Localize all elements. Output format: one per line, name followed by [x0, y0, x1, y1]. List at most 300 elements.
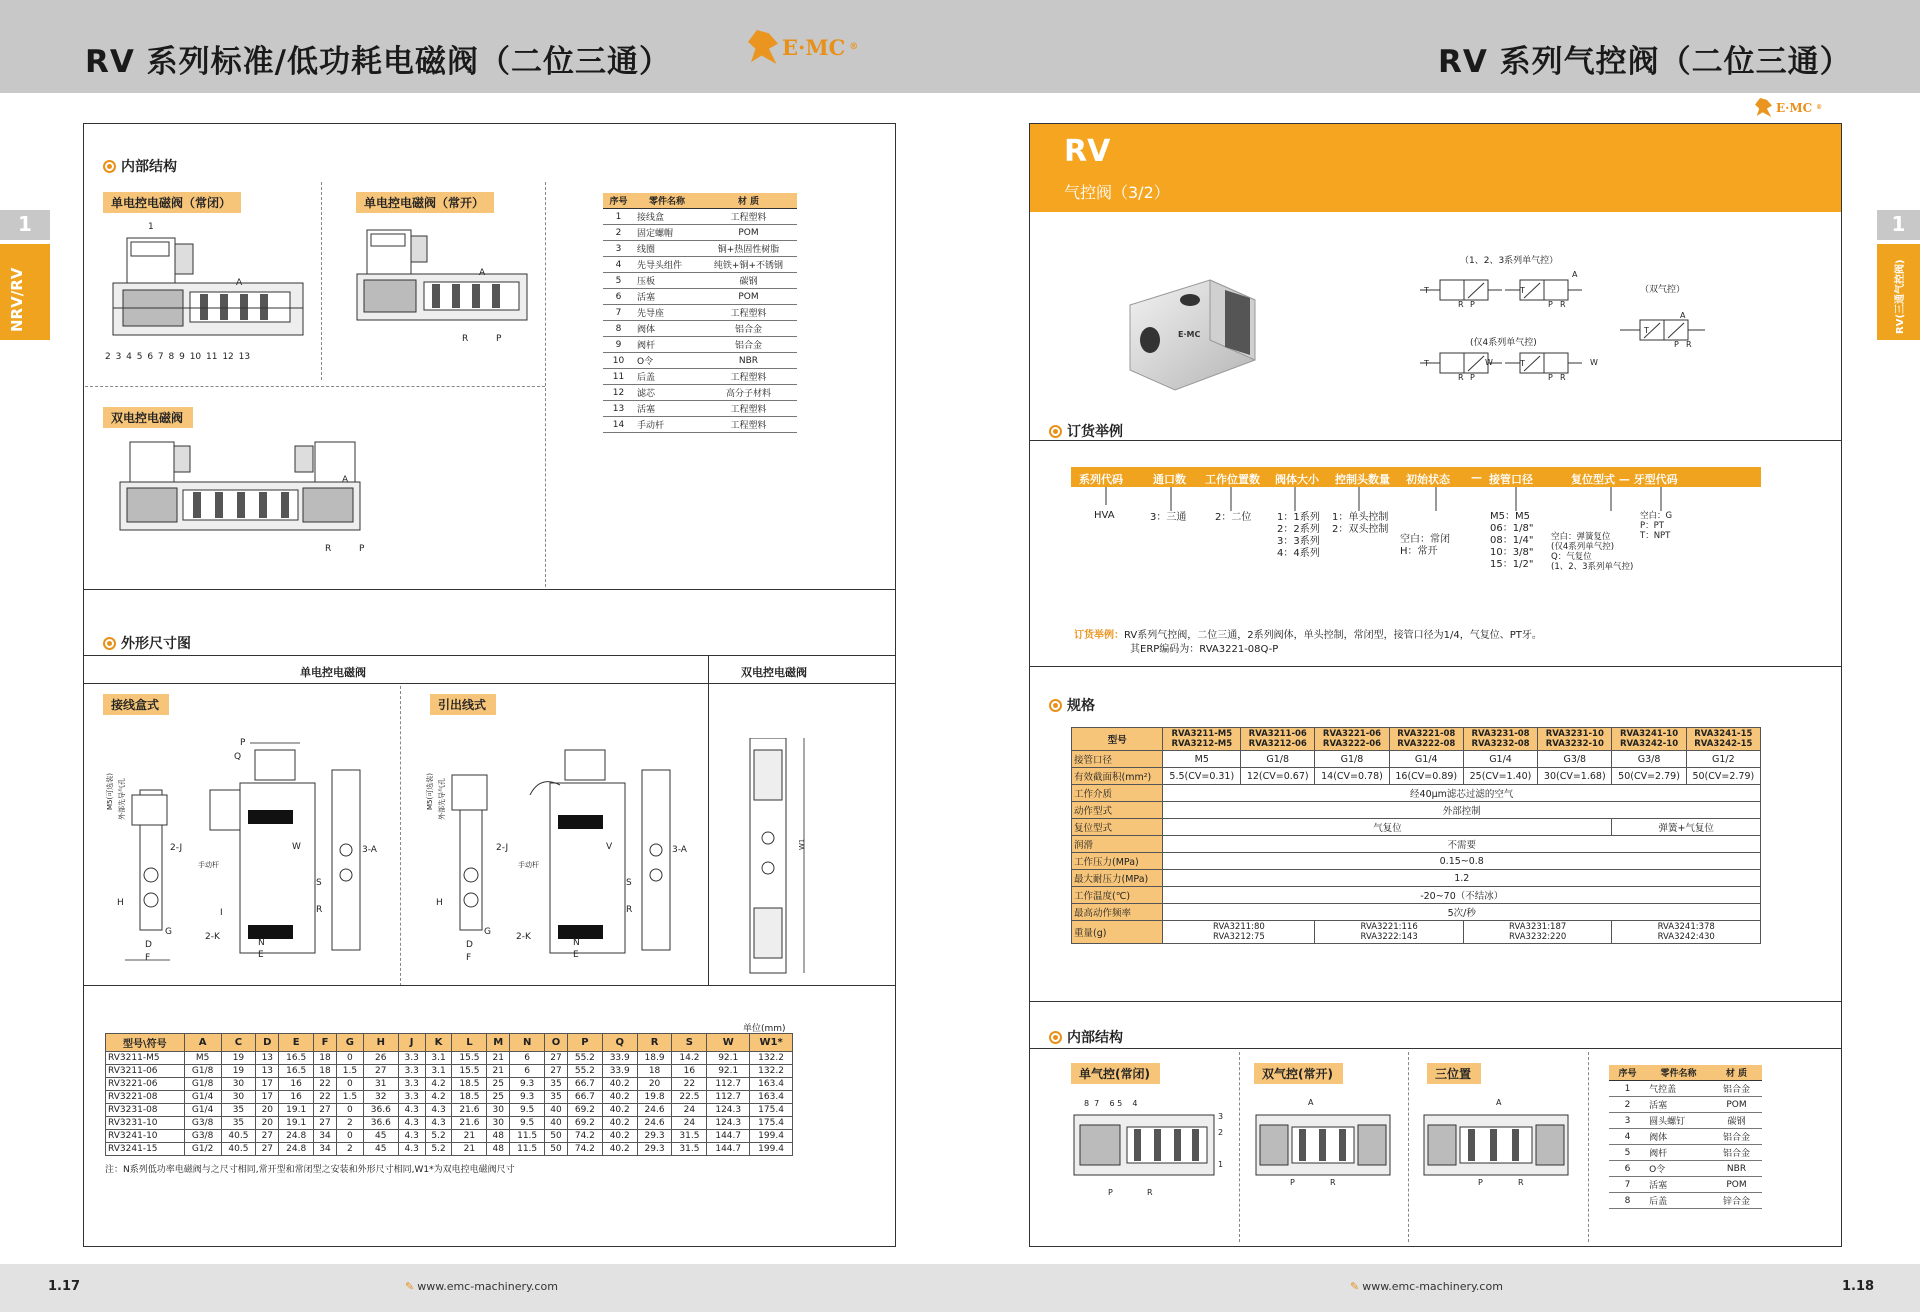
dim-3a: 3-A [672, 845, 687, 855]
table-cell: 29.3 [637, 1130, 672, 1143]
table-row [603, 209, 797, 225]
divider [1030, 440, 1841, 441]
table-cell: 接线盒 [634, 209, 700, 225]
table-cell: 19.8 [637, 1091, 672, 1104]
order-option: T：NPT [1640, 531, 1671, 541]
col-header: A [184, 1034, 221, 1052]
table-cell: 9 [603, 337, 634, 353]
table-cell: 27 [314, 1117, 337, 1130]
order-option: 1：单头控制 [1332, 512, 1389, 523]
table-cell: G1/2 [1686, 751, 1760, 768]
sym-t: T [1520, 286, 1525, 295]
table-cell: 24.8 [279, 1143, 314, 1156]
model-name: RVA3211-M5 [1171, 729, 1233, 739]
section-bullet-icon [1049, 699, 1062, 712]
table-cell: -20~70（不结冰） [1163, 887, 1761, 904]
col-header: K [425, 1034, 452, 1052]
port-a-label: A [342, 475, 349, 485]
table-cell: 接管口径 [1072, 751, 1163, 768]
table-cell: 14.2 [672, 1052, 707, 1065]
table-cell: 69.2 [567, 1104, 602, 1117]
table-cell: 144.7 [707, 1143, 750, 1156]
table-row [603, 225, 797, 241]
col-header: L [452, 1034, 487, 1052]
double-title: 双电控电磁阀 [741, 666, 807, 679]
table-cell: 30(CV=1.68) [1538, 768, 1612, 785]
col-header: O [545, 1034, 568, 1052]
dim-2j: 2-J [496, 843, 509, 853]
model-cell [1315, 728, 1389, 751]
col-header: R [637, 1034, 672, 1052]
divider [85, 386, 545, 387]
dim-f: F [145, 953, 151, 963]
table-row [1609, 1097, 1762, 1113]
banner-subtitle: 气控阀（3/2） [1064, 183, 1170, 202]
divider [1030, 666, 1841, 667]
table-cell: G3/8 [1612, 751, 1686, 768]
divider [1588, 1052, 1589, 1242]
table-cell: 铝合金 [1711, 1145, 1762, 1161]
table-cell: 3 [1609, 1113, 1646, 1129]
weight-value: RVA3212:75 [1213, 932, 1265, 942]
table-cell: 铝合金 [700, 321, 797, 337]
table-cell: 24.8 [279, 1130, 314, 1143]
right-tab-number: 1 [1877, 210, 1920, 240]
right-parts-table [1609, 1065, 1762, 1209]
table-cell: 40.2 [602, 1130, 637, 1143]
weight-cell [1612, 921, 1761, 944]
table-cell: G1/4 [1389, 751, 1463, 768]
table-cell: 1.5 [336, 1091, 363, 1104]
table-cell: 10 [603, 353, 634, 369]
table-cell: 纯铁+铜+不锈钢 [700, 257, 797, 273]
table-cell: 112.7 [707, 1078, 750, 1091]
table-cell: 17 [256, 1078, 279, 1091]
table-row [1072, 768, 1761, 785]
table-cell: 50(CV=2.79) [1686, 768, 1760, 785]
divider [84, 655, 895, 656]
table-cell: 铝合金 [700, 337, 797, 353]
ordering-code-header: 系列代码 通口数 工作位置数 阀体大小 控制头数量 初始状态 — 接管口径 复位型式 — 牙型代码 [1071, 467, 1761, 487]
table-cell: 21.6 [452, 1104, 487, 1117]
order-example: 订货举例：RV系列气控阀，二位三通，2系列阀体，单头控制，常闭型，接管口径为1/4，气复位、PT牙。 [1074, 630, 1542, 641]
sym-r: R [1560, 373, 1566, 382]
table-cell: 3.3 [398, 1065, 425, 1078]
order-option: (仅4系列单气控) [1551, 542, 1615, 552]
sym-a: A [1572, 270, 1578, 279]
table-cell: 27 [363, 1065, 398, 1078]
dimension-drawing-box [100, 735, 390, 965]
table-cell: 阀体 [1646, 1129, 1711, 1145]
dim-3a: 3-A [362, 845, 377, 855]
order-initial [1400, 534, 1450, 558]
table-row [603, 337, 797, 353]
dim-w1: W1 [798, 838, 806, 850]
table-cell: 33.9 [602, 1065, 637, 1078]
order-option: 2：双头控制 [1332, 524, 1389, 535]
table-cell: 132.2 [750, 1052, 793, 1065]
table-cell: 31.5 [672, 1130, 707, 1143]
model-cell [1389, 728, 1463, 751]
table-cell: RV3211-06 [106, 1065, 185, 1078]
section-drawing-three-pos [1422, 1105, 1572, 1185]
table-cell: 工程塑料 [700, 305, 797, 321]
weight-value: RVA3232:220 [1509, 932, 1567, 942]
table-cell: RV3221-08 [106, 1091, 185, 1104]
model-name: RVA3212-06 [1248, 739, 1307, 749]
weight-value: RVA3231:187 [1509, 922, 1567, 932]
table-cell: 34 [314, 1130, 337, 1143]
sym-p: P [1470, 300, 1475, 309]
table-row [603, 353, 797, 369]
order-option: 10：3/8" [1490, 547, 1534, 558]
table-cell: 3.3 [398, 1091, 425, 1104]
table-row [603, 273, 797, 289]
table-cell: 6 [510, 1065, 545, 1078]
table-row [106, 1104, 793, 1117]
table-cell: RV3241-15 [106, 1143, 185, 1156]
table-cell: 阀杆 [1646, 1145, 1711, 1161]
order-option: 15：1/2" [1490, 559, 1534, 570]
table-cell: 铜+热固性树脂 [700, 241, 797, 257]
table-cell: 30 [487, 1104, 510, 1117]
callout-3: 3 [1218, 1112, 1224, 1121]
table-cell: 69.2 [567, 1117, 602, 1130]
table-cell: 碳钢 [700, 273, 797, 289]
table-cell: 132.2 [750, 1065, 793, 1078]
table-cell: 26 [363, 1052, 398, 1065]
dimension-table [105, 1033, 793, 1156]
table-cell: 19 [221, 1065, 256, 1078]
sym-r: R [1458, 300, 1464, 309]
model-cell [1612, 728, 1686, 751]
table-cell: 动作型式 [1072, 802, 1163, 819]
table-row [1609, 1161, 1762, 1177]
table-cell: 活塞 [1646, 1177, 1711, 1193]
table-cell: 18.5 [452, 1091, 487, 1104]
symbol-caption-single: （1、2、3系列单气控） [1460, 256, 1559, 266]
table-cell: 0 [336, 1130, 363, 1143]
table-cell: 2 [336, 1117, 363, 1130]
callout-numbers: 2 3 4 5 6 7 8 9 10 11 12 13 [105, 352, 251, 362]
left-internal-heading: 内部结构 [103, 156, 177, 176]
left-page-title: RV 系列标准/低功耗电磁阀（二位三通） [85, 44, 671, 80]
table-cell: 3 [603, 241, 634, 257]
port-p: P [1108, 1188, 1113, 1197]
table-cell: 40.2 [602, 1143, 637, 1156]
table-cell: 22 [314, 1078, 337, 1091]
table-cell: 有效截面积(mm²) [1072, 768, 1163, 785]
order-pipe [1490, 511, 1533, 571]
left-footer-url[interactable]: ✎ www.emc-machinery.com [405, 1280, 558, 1293]
model-cell [1686, 728, 1760, 751]
table-cell: 48 [487, 1143, 510, 1156]
divider [1030, 1001, 1841, 1002]
spec-table [1071, 727, 1761, 944]
dim-r: R [316, 905, 323, 915]
table-row [1072, 904, 1761, 921]
dim-p: P [240, 738, 246, 748]
col-header: W [707, 1034, 750, 1052]
table-row [1072, 819, 1761, 836]
table-row [1609, 1177, 1762, 1193]
table-cell: G1/4 [184, 1091, 221, 1104]
header-logo: E·MC ® [748, 30, 858, 64]
table-cell: 3.3 [398, 1052, 425, 1065]
divider [1408, 1052, 1409, 1242]
order-option: Q：气复位 [1551, 552, 1592, 562]
table-cell: 锌合金 [1711, 1193, 1762, 1209]
table-cell: 35 [545, 1091, 568, 1104]
table-cell: 12 [603, 385, 634, 401]
tag-three-pos: 三位置 [1427, 1063, 1481, 1084]
table-cell: G1/4 [184, 1104, 221, 1117]
table-row [1072, 870, 1761, 887]
model-name: RVA3232-08 [1471, 739, 1530, 749]
table-cell: 6 [603, 289, 634, 305]
divider [400, 686, 401, 986]
table-cell: 4.3 [398, 1143, 425, 1156]
port-r-label: R [325, 544, 332, 554]
table-cell: 5 [603, 273, 634, 289]
table-cell: 18.5 [452, 1078, 487, 1091]
col-header: W1* [750, 1034, 793, 1052]
model-name: RVA3211-06 [1248, 729, 1307, 739]
table-row [1072, 785, 1761, 802]
table-cell: 4.2 [425, 1078, 452, 1091]
table-cell: 7 [1609, 1177, 1646, 1193]
dim-s: S [316, 878, 322, 888]
table-row [603, 385, 797, 401]
order-reset [1551, 532, 1633, 572]
table-cell: 工作温度(℃) [1072, 887, 1163, 904]
table-cell: 活塞 [1646, 1097, 1711, 1113]
order-option: M5：M5 [1490, 511, 1530, 522]
pilot-label: 外部先导气孔 [118, 778, 126, 820]
table-row [603, 241, 797, 257]
table-row [1072, 836, 1761, 853]
divider [84, 589, 895, 590]
table-cell: 14(CV=0.78) [1315, 768, 1389, 785]
port-r-label: R [462, 334, 469, 344]
right-footer-url[interactable]: ✎ www.emc-machinery.com [1350, 1280, 1503, 1293]
order-option: 空白：常闭 [1400, 534, 1450, 545]
table-cell: 2 [603, 225, 634, 241]
col-header: 型号\符号 [106, 1034, 185, 1052]
port-r: R [1330, 1178, 1336, 1187]
dim-w: W [292, 842, 301, 852]
section-drawing-single-nc [105, 218, 305, 368]
table-cell: 24 [672, 1104, 707, 1117]
dim-f: F [466, 953, 472, 963]
table-row [106, 1130, 793, 1143]
table-cell: 6 [510, 1052, 545, 1065]
table-cell: 11.5 [510, 1143, 545, 1156]
table-cell: 175.4 [750, 1117, 793, 1130]
ordering-heading: 订货举例 [1049, 421, 1123, 441]
table-cell: 活塞 [634, 401, 700, 417]
col-header: N [510, 1034, 545, 1052]
table-cell: 21 [452, 1143, 487, 1156]
order-size [1277, 512, 1320, 560]
col-header: 序号 [1609, 1065, 1646, 1081]
divider [708, 655, 709, 985]
symbol-caption-double: （双气控） [1640, 285, 1686, 295]
model-name: RVA3241-15 [1694, 729, 1753, 739]
table-cell: 工作介质 [1072, 785, 1163, 802]
table-cell: G3/8 [184, 1117, 221, 1130]
table-cell: 40.2 [602, 1104, 637, 1117]
table-cell: 30 [221, 1091, 256, 1104]
table-cell: 74.2 [567, 1130, 602, 1143]
left-tab-label[interactable]: NRV/RV [0, 244, 50, 340]
order-control [1332, 512, 1388, 536]
table-cell: 16.5 [279, 1065, 314, 1078]
table-cell: 50(CV=2.79) [1612, 768, 1686, 785]
table-row [106, 1091, 793, 1104]
table-cell: 工程塑料 [700, 369, 797, 385]
m5-label: M5(可选装) [106, 773, 114, 810]
table-cell: 9.3 [510, 1078, 545, 1091]
model-name: RVA3231-08 [1471, 729, 1530, 739]
table-cell: 27 [545, 1065, 568, 1078]
model-cell [1463, 728, 1537, 751]
table-cell: 工作压力(MPa) [1072, 853, 1163, 870]
pneumatic-symbols [1410, 265, 1710, 385]
table-cell: 工程塑料 [700, 209, 797, 225]
table-cell: 27 [256, 1143, 279, 1156]
port-p-label: P [359, 544, 365, 554]
table-cell: 后盖 [1646, 1193, 1711, 1209]
table-cell: 0 [336, 1104, 363, 1117]
table-row [603, 289, 797, 305]
dim-n: N [573, 938, 580, 948]
dimensions-heading: 外形尺寸图 [103, 633, 191, 653]
table-cell: 3.1 [425, 1065, 452, 1078]
order-option: 1：1系列 [1277, 512, 1320, 523]
table-cell: RV3221-06 [106, 1078, 185, 1091]
pilot-label: 外部先导气孔 [438, 778, 446, 820]
table-cell: 13 [256, 1052, 279, 1065]
table-row [1609, 1193, 1762, 1209]
table-cell: 气控盖 [1646, 1081, 1711, 1097]
order-ports: 3：三通 [1150, 512, 1187, 523]
port-a-label: A [479, 268, 486, 278]
table-cell: 144.7 [707, 1130, 750, 1143]
table-cell: 55.2 [567, 1065, 602, 1078]
weight-cell [1463, 921, 1612, 944]
table-cell: 163.4 [750, 1091, 793, 1104]
sym-p: P [1470, 373, 1475, 382]
dimension-drawing-lead [420, 735, 700, 965]
table-cell: 19.1 [279, 1117, 314, 1130]
table-cell: 14 [603, 417, 634, 433]
port-p-label: P [496, 334, 502, 344]
table-cell: 8 [603, 321, 634, 337]
col-header: 材 质 [1711, 1065, 1762, 1081]
order-option: 08：1/4" [1490, 535, 1534, 546]
table-cell: 21 [487, 1052, 510, 1065]
table-row [106, 1078, 793, 1091]
col-header: M [487, 1034, 510, 1052]
table-cell: 2 [336, 1143, 363, 1156]
table-cell: 不需要 [1163, 836, 1761, 853]
order-option: 2：2系列 [1277, 524, 1320, 535]
table-cell: 20 [256, 1117, 279, 1130]
model-name: RVA3222-08 [1397, 739, 1456, 749]
weight-value: RVA3211:80 [1213, 922, 1265, 932]
table-cell: G1/8 [1315, 751, 1389, 768]
col-header: E [279, 1034, 314, 1052]
link-icon: ✎ [405, 1280, 415, 1293]
sym-p: P [1548, 300, 1553, 309]
model-name: RVA3221-08 [1397, 729, 1456, 739]
dim-2j: 2-J [170, 843, 183, 853]
section-bullet-icon [1049, 425, 1062, 438]
dim-i: I [220, 908, 223, 918]
tag-single-no: 单电控电磁阀（常开） [356, 192, 494, 213]
table-cell: 5.5(CV=0.31) [1163, 768, 1241, 785]
table-cell: 2 [1609, 1097, 1646, 1113]
table-cell: 27 [545, 1052, 568, 1065]
table-cell: 型号 [1072, 728, 1163, 751]
weight-cell [1163, 921, 1315, 944]
table-cell: 40 [545, 1104, 568, 1117]
table-cell: M5 [1163, 751, 1241, 768]
sym-t: T [1424, 359, 1429, 368]
table-cell: 9.3 [510, 1091, 545, 1104]
unit-label: 单位(mm) [743, 1024, 786, 1034]
order-series: HVA [1094, 510, 1115, 521]
table-cell: 工程塑料 [700, 417, 797, 433]
table-cell: 18 [637, 1065, 672, 1078]
model-cell [1538, 728, 1612, 751]
table-cell: 21.6 [452, 1117, 487, 1130]
col-header: D [256, 1034, 279, 1052]
section-drawing-double [115, 430, 365, 540]
table-cell: 124.3 [707, 1117, 750, 1130]
table-cell: 16 [279, 1078, 314, 1091]
table-cell: G3/8 [184, 1130, 221, 1143]
table-cell: 13 [603, 401, 634, 417]
table-cell: 27 [256, 1130, 279, 1143]
right-tab-label[interactable]: RV(三通气控阀) [1877, 244, 1920, 340]
table-row [1609, 1081, 1762, 1097]
table-cell: 21 [487, 1065, 510, 1078]
table-cell: 45 [363, 1130, 398, 1143]
dim-n: N [258, 938, 265, 948]
order-option: 3：3系列 [1277, 536, 1320, 547]
table-cell: 36.6 [363, 1104, 398, 1117]
table-cell: 36.6 [363, 1117, 398, 1130]
callout-1: 1 [148, 222, 154, 232]
table-row [106, 1143, 793, 1156]
col-header: H [363, 1034, 398, 1052]
table-row [106, 1117, 793, 1130]
table-row [603, 321, 797, 337]
table-cell: 4.2 [425, 1091, 452, 1104]
divider [1239, 1052, 1240, 1242]
single-title: 单电控电磁阀 [300, 666, 366, 679]
table-cell: RV3211-M5 [106, 1052, 185, 1065]
model-name: RVA3222-06 [1322, 739, 1382, 749]
table-cell: 润滑 [1072, 836, 1163, 853]
order-option: H：常开 [1400, 546, 1438, 557]
table-cell: 先导座 [634, 305, 700, 321]
model-name: RVA3232-10 [1545, 739, 1604, 749]
table-cell: 工程塑料 [700, 401, 797, 417]
right-logo: E·MC ® [1755, 98, 1822, 117]
